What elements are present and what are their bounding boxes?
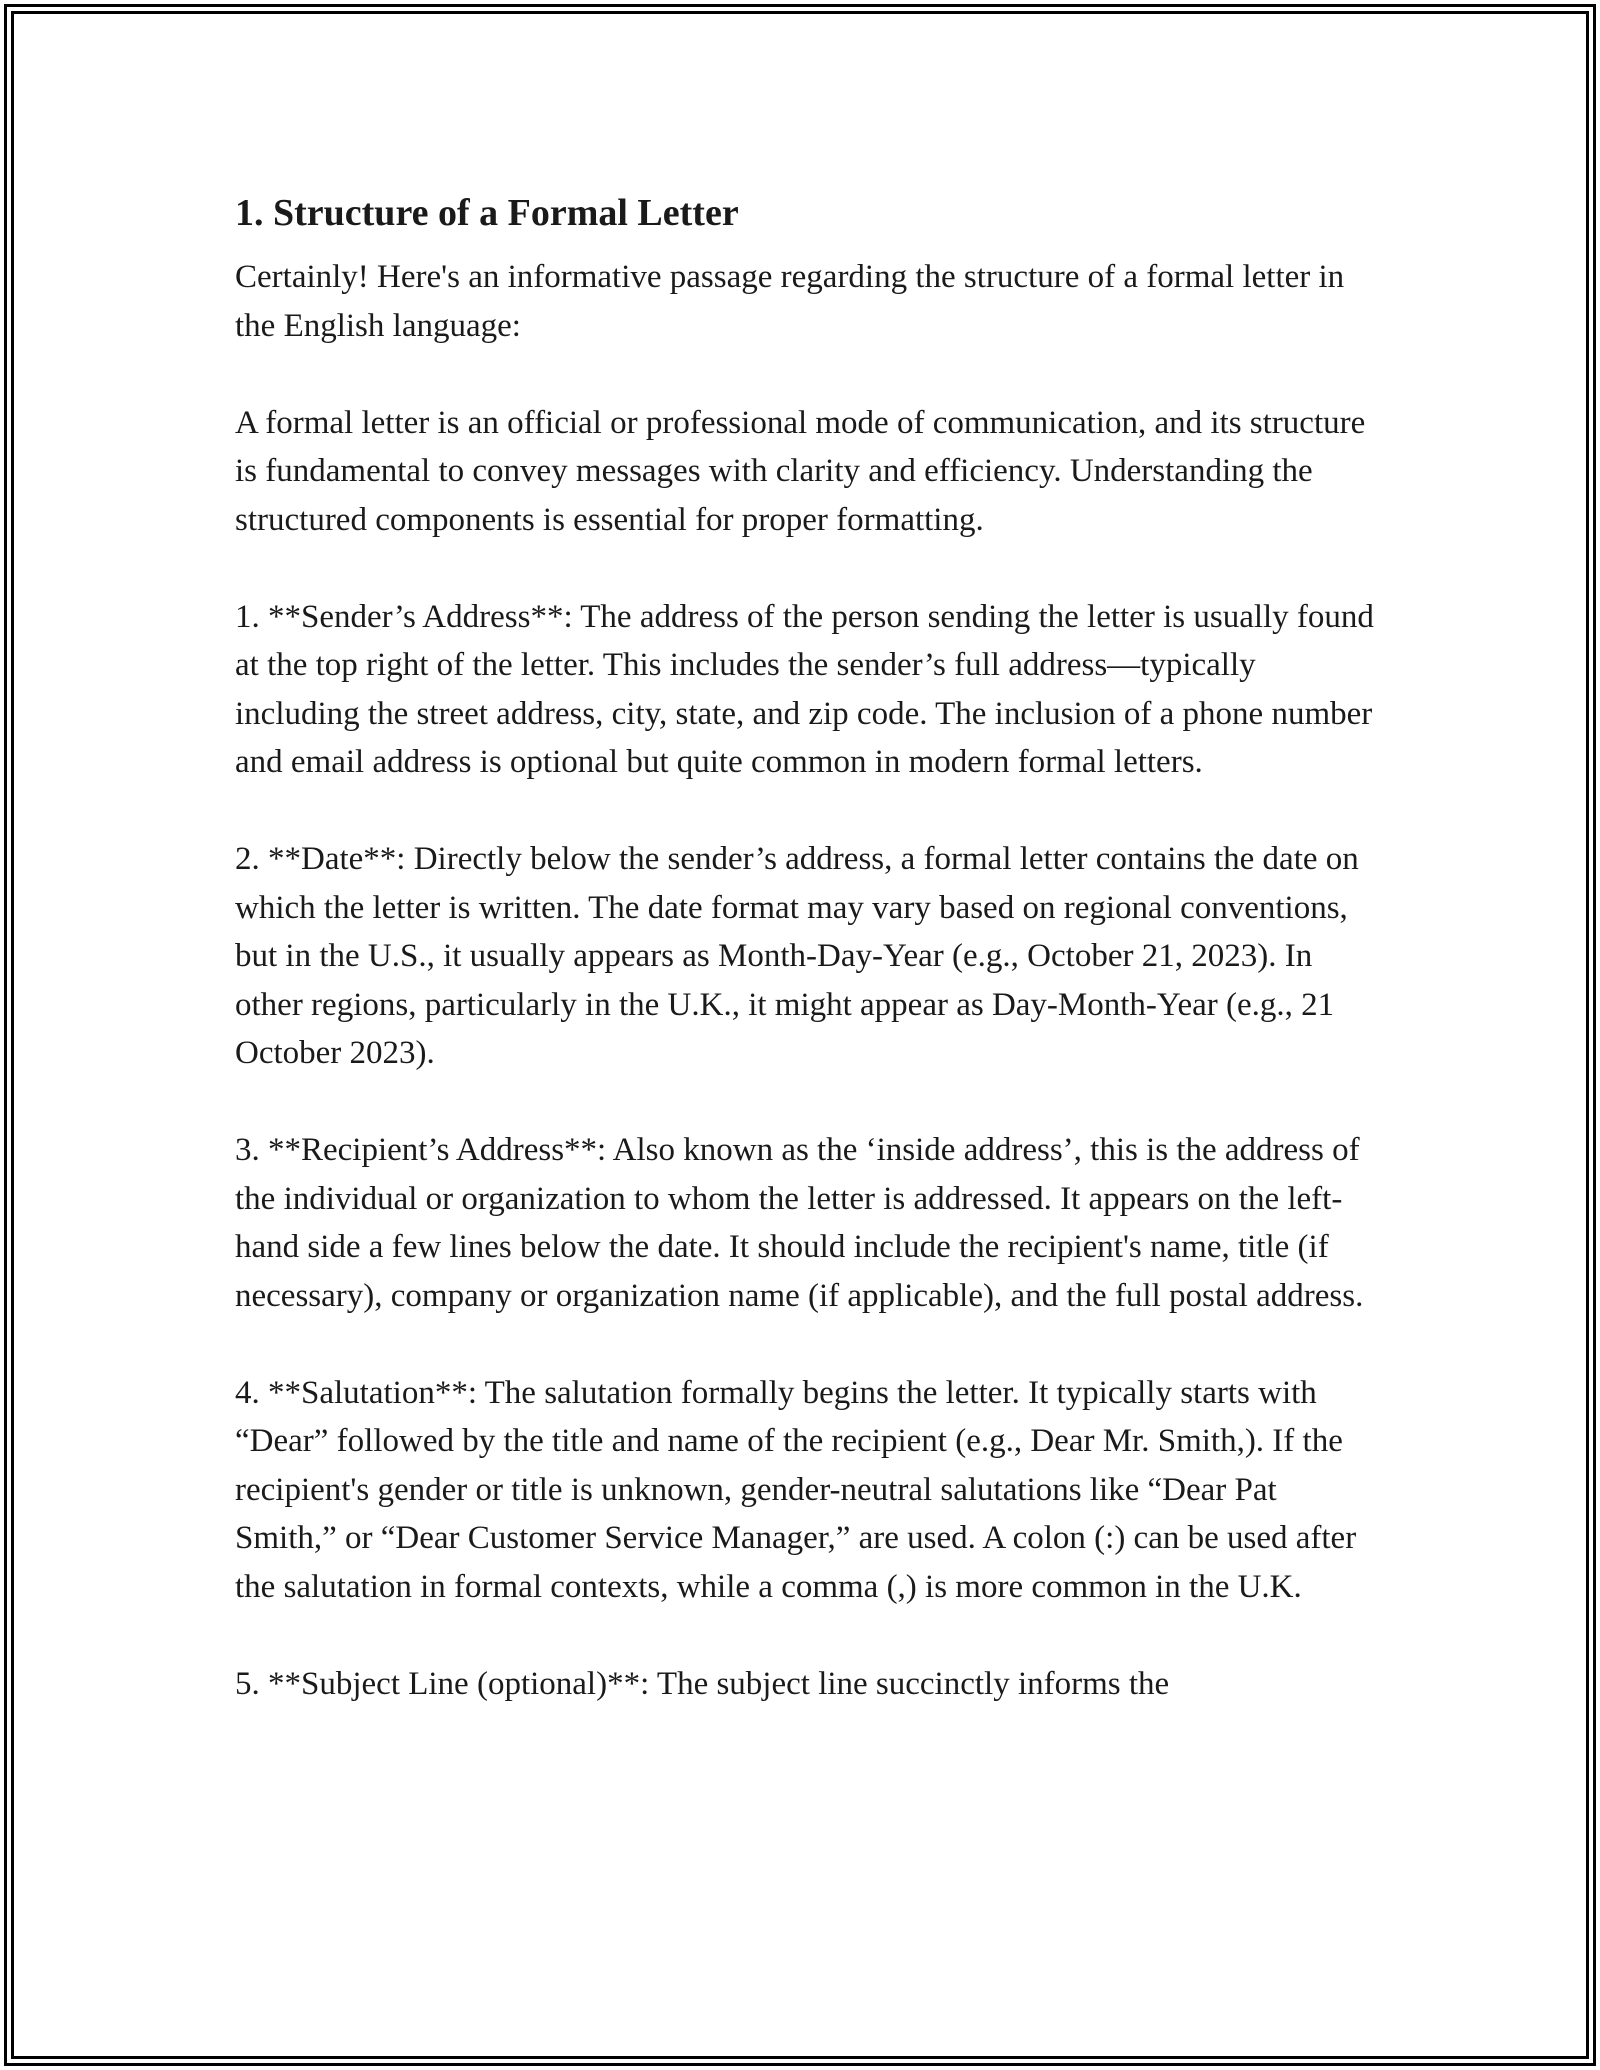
senders-address-paragraph: 1. **Sender’s Address**: The address of the person sending the letter is usually found at the top right of the letter. This includes the sender’s full address—typically including the street address, city, state, and zip code. The inclusion of a phone number and email address is optional but quite common in modern formal letters. [235, 598, 1374, 780]
subject-line-paragraph: 5. **Subject Line (optional)**: The subject line succinctly informs the [235, 1665, 1170, 1702]
document-body [235, 185, 1380, 1708]
recipients-address-paragraph: 3. **Recipient’s Address**: Also known as the ‘inside address’, this is the address of the individual or organization to whom the letter is addressed. It appears on the left-hand side a few lines below the date. It should include the recipient's name, title (if necessary), company or organization name (if applicable), and the full postal address. [235, 1132, 1364, 1314]
date-paragraph: 2. **Date**: Directly below the sender’s address, a formal letter contains the date on which the letter is written. The date format may vary based on regional conventions, but in the U.S., it usually appears as Month-Day-Year (e.g., October 21, 2023). In other regions, particularly in the U.K., it might appear as Day-Month-Year (e.g., 21 October 2023). [235, 841, 1359, 1071]
section-title: 1. Structure of a Formal Letter [235, 192, 739, 234]
salutation-paragraph: 4. **Salutation**: The salutation formally begins the letter. It typically starts with “Dear” followed by the title and name of the recipient (e.g., Dear Mr. Smith,). If the recipient's gender or title is unknown, gender-neutral salutations like “Dear Pat Smith,” or “Dear Customer Service Manager,” are used. A colon (:) can be used after the salutation in formal contexts, while a comma (,) is more common in the U.K. [235, 1374, 1357, 1605]
intro-paragraph: Certainly! Here's an informative passage regarding the structure of a formal letter in the English language: [235, 259, 1345, 344]
overview-paragraph: A formal letter is an official or professional mode of communication, and its structure is fundamental to convey messages with clarity and efficiency. Understanding the structured components is essential for proper formatting. [235, 404, 1366, 538]
